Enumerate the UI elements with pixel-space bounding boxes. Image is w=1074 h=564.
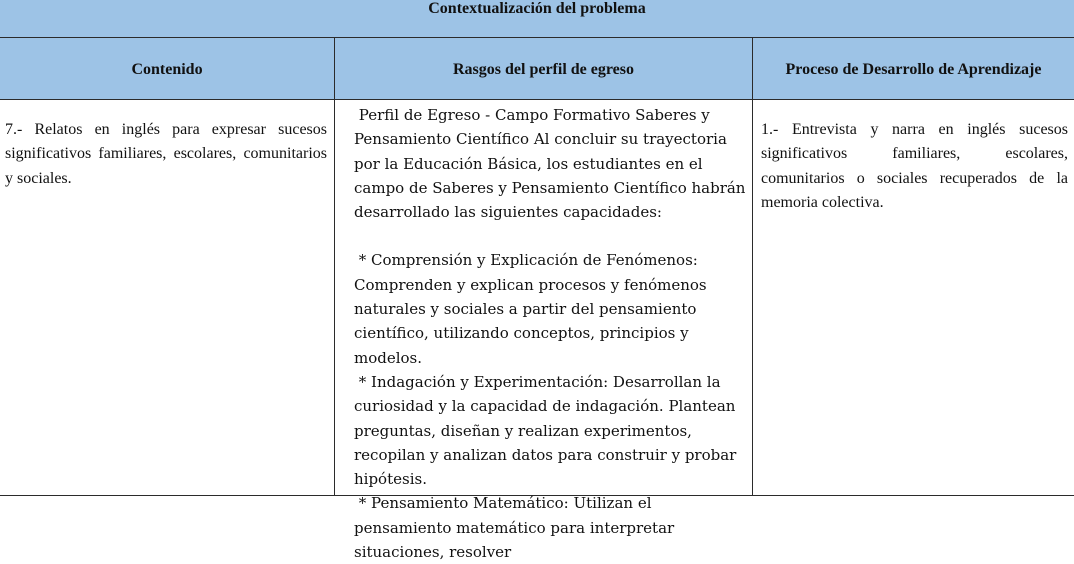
header-proceso-desarrollo: Proceso de Desarrollo de Aprendizaje [785, 60, 1042, 78]
perfil-item: * Comprensión y Explicación de Fenómenos: Comprenden y explican procesos y fenómenos naturales y sociales a partir del pensamiento científico, utilizando conceptos, principios y modelos. [354, 251, 712, 367]
column-divider-1 [334, 38, 335, 496]
cell-contenido: 7.- Relatos en inglés para expresar sucesos significativos familiares, escolares, comunitarios y sociales. [5, 121, 327, 187]
header-rasgos-perfil-egreso: Rasgos del perfil de egreso [452, 60, 634, 78]
cell-rasgos-perfil [354, 103, 751, 564]
perfil-intro: Perfil de Egreso - Campo Formativo Saberes y Pensamiento Científico Al concluir su trayectoria por la Educación Básica, los estudiantes en el campo de Saberes y Pensamiento Científico habrán desarrollado las siguientes capacidades: [354, 106, 751, 222]
perfil-item: * Indagación y Experimentación: Desarrollan la curiosidad y la capacidad de indagación. Plantean preguntas, diseñan y realizan experimentos, recopilan y analizan datos para construir y probar hipótesis. [354, 372, 742, 489]
paragraph-gap [354, 224, 746, 248]
perfil-item: * Pensamiento Matemático: Utilizan el pensamiento matemático para interpretar situaciones, resolver [354, 494, 679, 562]
header-row [0, 38, 1074, 100]
cell-proceso-desarrollo: 1.- Entrevista y narra en inglés sucesos significativos familiares, escolares, comunitarios o sociales recuperados de la memoria colectiva. [761, 121, 1068, 211]
column-divider-2 [752, 38, 753, 496]
table-title: Contextualización del problema [0, 0, 1074, 38]
header-contenido: Contenido [131, 60, 203, 78]
